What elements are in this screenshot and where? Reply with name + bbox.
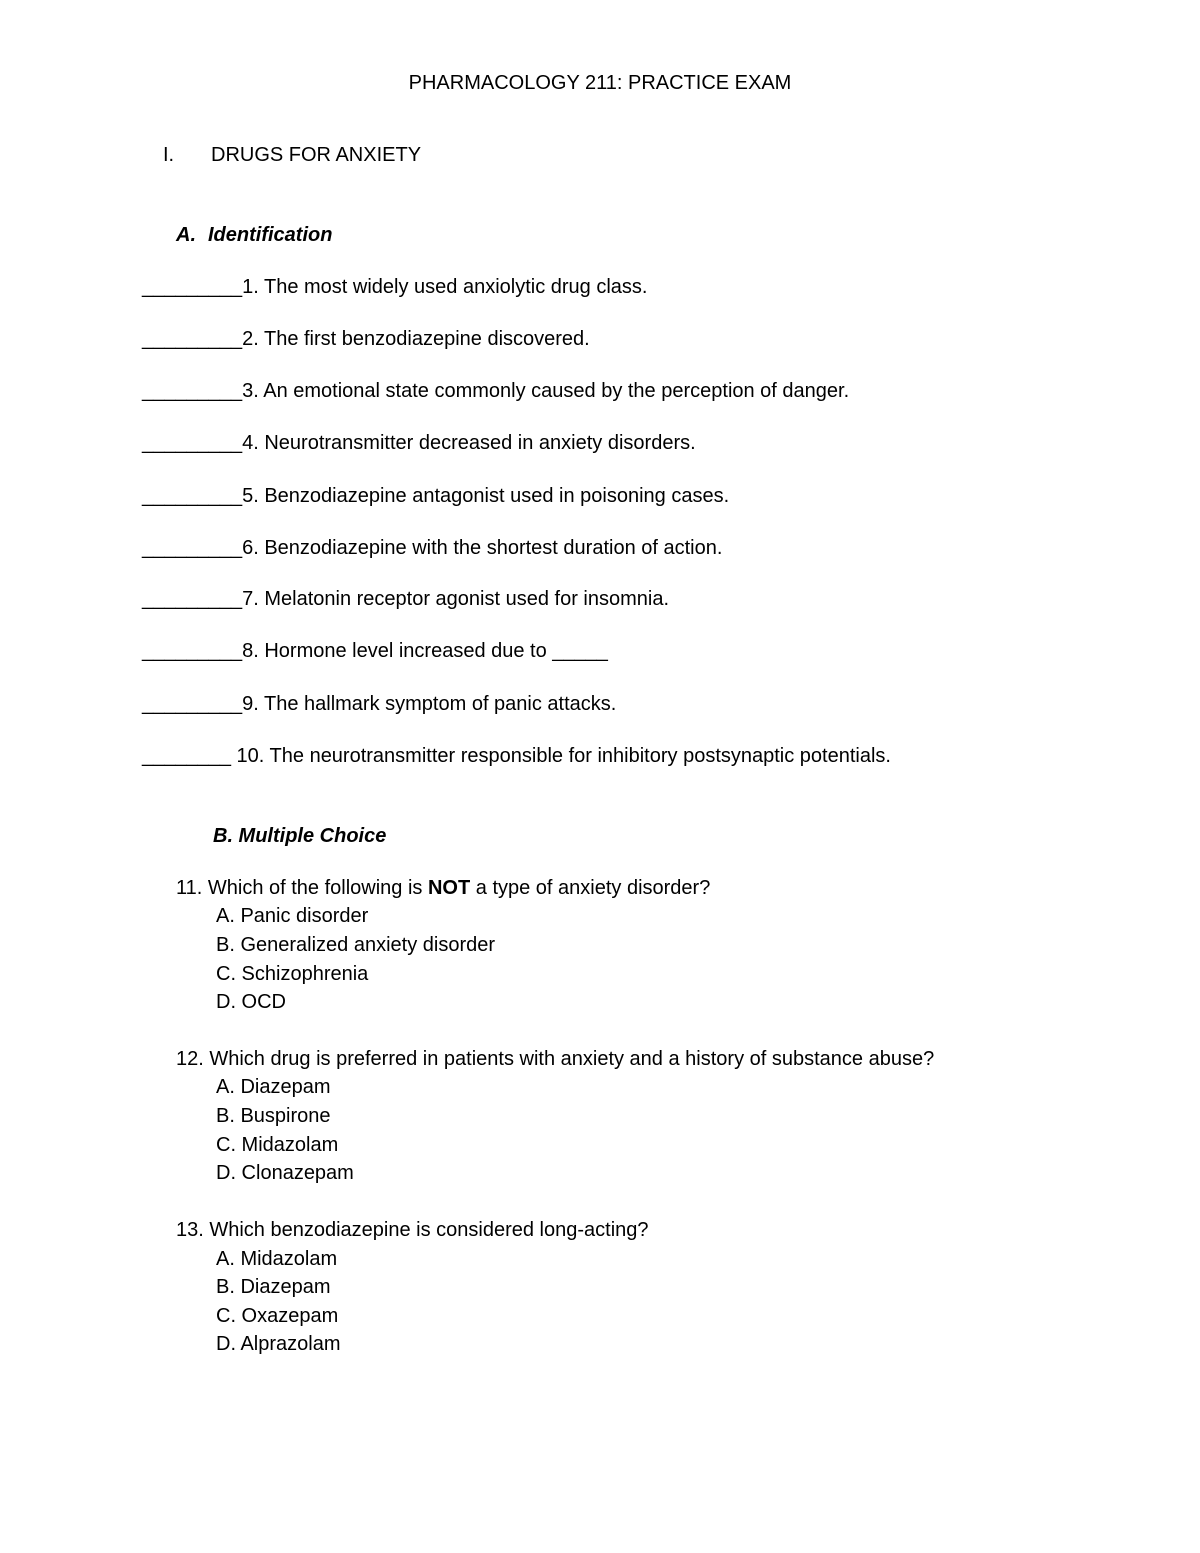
identification-item xyxy=(142,486,729,506)
identification-item xyxy=(142,641,608,661)
part-b-heading: B. Multiple Choice xyxy=(213,825,387,847)
answer-option[interactable]: C. Oxazepam xyxy=(216,1305,339,1327)
part-a-title: Identification xyxy=(208,224,333,246)
item-text: 4. Neurotransmitter decreased in anxiety disorders. xyxy=(242,432,696,454)
item-text: 8. Hormone level increased due to _____ xyxy=(242,640,608,662)
answer-blank[interactable]: _________ xyxy=(142,276,243,298)
question-stem xyxy=(176,878,710,898)
item-text: 10. The neurotransmitter responsible for inhibitory postsynaptic potentials. xyxy=(236,745,891,767)
section-number: I. xyxy=(163,144,175,166)
identification-item xyxy=(142,589,669,609)
answer-option[interactable]: D. Alprazolam xyxy=(216,1333,341,1355)
item-text: 5. Benzodiazepine antagonist used in poisoning cases. xyxy=(242,485,730,507)
answer-option[interactable]: A. Diazepam xyxy=(216,1076,331,1098)
answer-blank[interactable]: _________ xyxy=(142,380,243,402)
part-a-letter: A. xyxy=(176,224,196,246)
item-text: 7. Melatonin receptor agonist used for insomnia. xyxy=(242,588,670,610)
answer-option[interactable]: B. Diazepam xyxy=(216,1276,331,1298)
answer-blank[interactable]: _________ xyxy=(142,588,243,610)
part-a-heading xyxy=(176,225,332,245)
answer-option[interactable]: C. Schizophrenia xyxy=(216,963,369,985)
identification-item xyxy=(142,277,647,297)
answer-blank[interactable]: _________ xyxy=(142,328,243,350)
answer-option[interactable]: D. OCD xyxy=(216,991,286,1013)
identification-item xyxy=(142,433,696,453)
question-text: a type of anxiety disorder? xyxy=(470,877,711,899)
answer-option[interactable]: B. Generalized anxiety disorder xyxy=(216,934,496,956)
answer-blank[interactable]: _________ xyxy=(142,537,243,559)
answer-option[interactable]: B. Buspirone xyxy=(216,1105,331,1127)
page-title: PHARMACOLOGY 211: PRACTICE EXAM xyxy=(408,72,792,94)
identification-item xyxy=(142,381,849,401)
item-text: 3. An emotional state commonly caused by the perception of danger. xyxy=(242,380,850,402)
item-text: 6. Benzodiazepine with the shortest duration of action. xyxy=(242,537,723,559)
question-text: 11. Which of the following is xyxy=(176,877,428,899)
identification-item xyxy=(142,694,616,714)
question-stem: 13. Which benzodiazepine is considered long-acting? xyxy=(176,1219,649,1241)
answer-option[interactable]: C. Midazolam xyxy=(216,1134,339,1156)
answer-blank[interactable]: ________ xyxy=(142,745,237,767)
answer-blank[interactable]: _________ xyxy=(142,640,243,662)
section-title: DRUGS FOR ANXIETY xyxy=(211,144,422,166)
item-text: 9. The hallmark symptom of panic attacks. xyxy=(242,693,617,715)
answer-blank[interactable]: _________ xyxy=(142,432,243,454)
identification-item xyxy=(142,329,590,349)
answer-option[interactable]: A. Midazolam xyxy=(216,1248,338,1270)
answer-option[interactable]: D. Clonazepam xyxy=(216,1162,354,1184)
item-text: 1. The most widely used anxiolytic drug class. xyxy=(242,276,648,298)
answer-blank[interactable]: _________ xyxy=(142,693,243,715)
question-stem: 12. Which drug is preferred in patients with anxiety and a history of substance abuse? xyxy=(176,1048,935,1070)
identification-item xyxy=(142,538,722,558)
answer-blank[interactable]: _________ xyxy=(142,485,243,507)
identification-item xyxy=(142,746,891,766)
answer-option[interactable]: A. Panic disorder xyxy=(216,905,369,927)
question-emphasis: NOT xyxy=(427,877,471,899)
item-text: 2. The first benzodiazepine discovered. xyxy=(242,328,590,350)
